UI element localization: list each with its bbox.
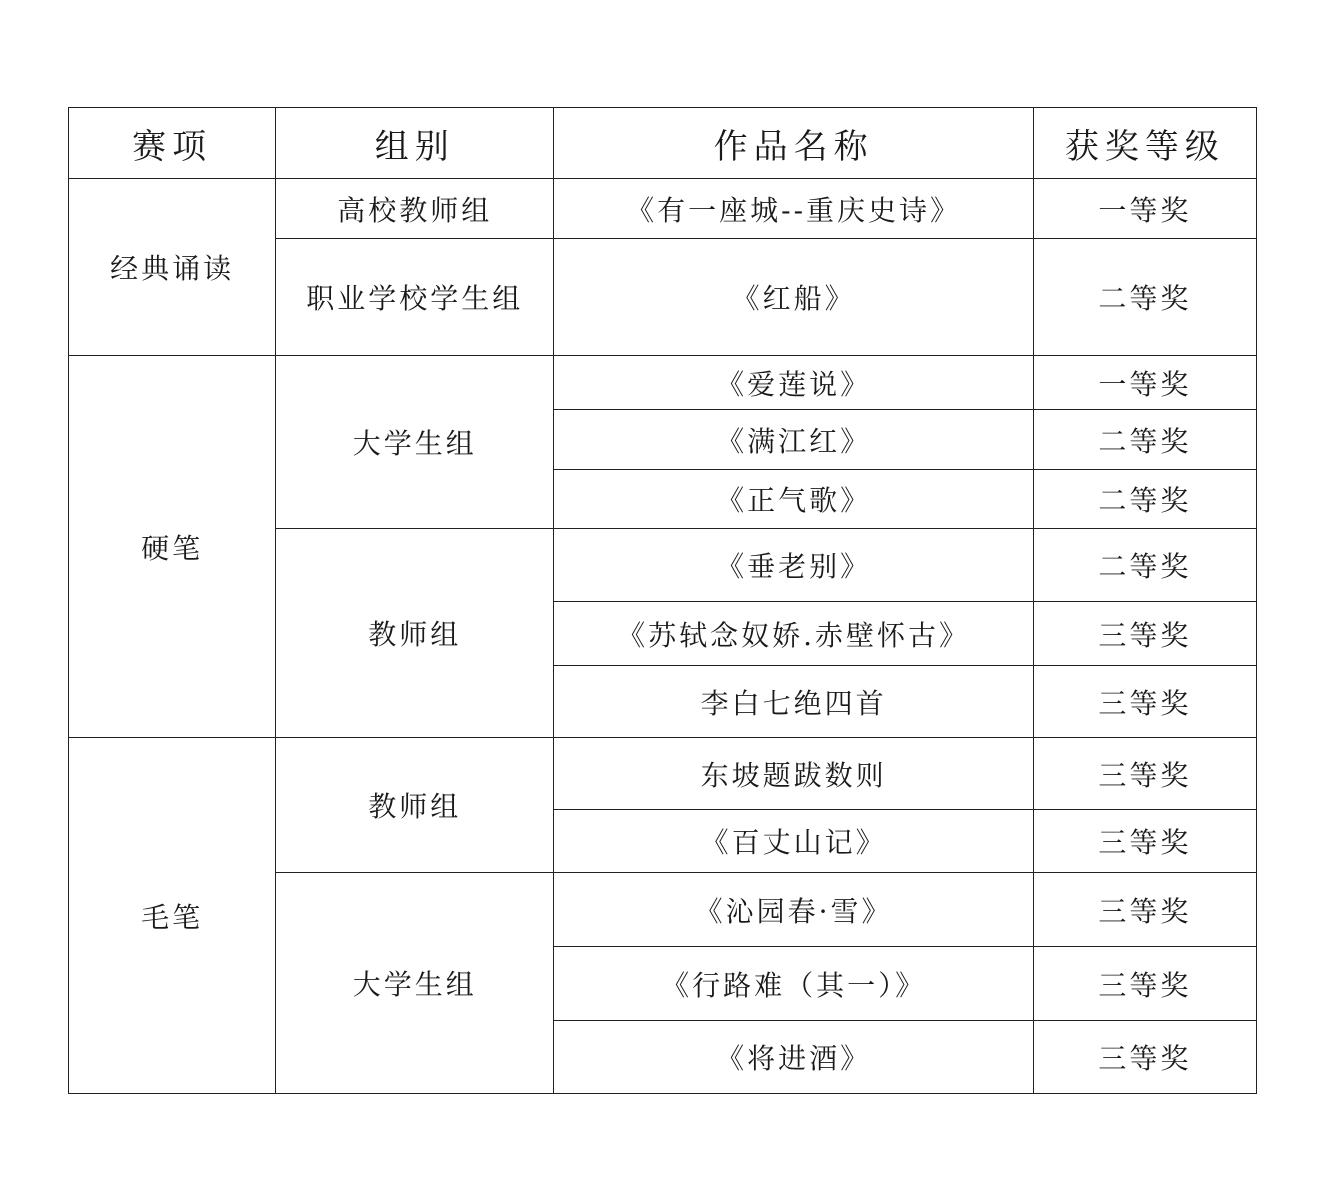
award-cell: 二等奖 <box>1033 410 1256 470</box>
work-title-cell: 《爱莲说》 <box>554 356 1033 410</box>
work-title-cell: 《红船》 <box>554 239 1033 356</box>
group-cell: 教师组 <box>276 529 554 738</box>
work-title-cell: 《行路难（其一）》 <box>554 947 1033 1021</box>
header-work-title: 作品名称 <box>554 108 1033 179</box>
award-cell: 三等奖 <box>1033 873 1256 947</box>
group-cell: 大学生组 <box>276 873 554 1094</box>
award-cell: 一等奖 <box>1033 356 1256 410</box>
award-cell: 三等奖 <box>1033 810 1256 873</box>
event-cell: 毛笔 <box>69 738 276 1094</box>
award-cell: 三等奖 <box>1033 666 1256 738</box>
group-cell: 教师组 <box>276 738 554 873</box>
table-row <box>69 179 1257 239</box>
award-cell: 二等奖 <box>1033 470 1256 529</box>
work-title-cell: 东坡题跋数则 <box>554 738 1033 810</box>
header-award-level: 获奖等级 <box>1033 108 1256 179</box>
work-title-cell: 《百丈山记》 <box>554 810 1033 873</box>
award-cell: 二等奖 <box>1033 529 1256 602</box>
event-cell: 硬笔 <box>69 356 276 738</box>
award-cell: 三等奖 <box>1033 1021 1256 1094</box>
group-cell: 高校教师组 <box>276 179 554 239</box>
award-table <box>68 107 1257 1094</box>
award-cell: 三等奖 <box>1033 738 1256 810</box>
work-title-cell: 《正气歌》 <box>554 470 1033 529</box>
work-title-cell: 李白七绝四首 <box>554 666 1033 738</box>
group-cell: 大学生组 <box>276 356 554 529</box>
award-cell: 三等奖 <box>1033 602 1256 666</box>
work-title-cell: 《满江红》 <box>554 410 1033 470</box>
group-cell: 职业学校学生组 <box>276 239 554 356</box>
work-title-cell: 《垂老别》 <box>554 529 1033 602</box>
table-row <box>69 738 1257 810</box>
award-cell: 一等奖 <box>1033 179 1256 239</box>
event-cell: 经典诵读 <box>69 179 276 356</box>
work-title-cell: 《将进酒》 <box>554 1021 1033 1094</box>
work-title-cell: 《苏轼念奴娇.赤壁怀古》 <box>554 602 1033 666</box>
header-group: 组别 <box>276 108 554 179</box>
work-title-cell: 《沁园春·雪》 <box>554 873 1033 947</box>
header-event: 赛项 <box>69 108 276 179</box>
work-title-cell: 《有一座城--重庆史诗》 <box>554 179 1033 239</box>
award-cell: 二等奖 <box>1033 239 1256 356</box>
table-row <box>69 356 1257 410</box>
header-row <box>69 108 1257 179</box>
award-cell: 三等奖 <box>1033 947 1256 1021</box>
